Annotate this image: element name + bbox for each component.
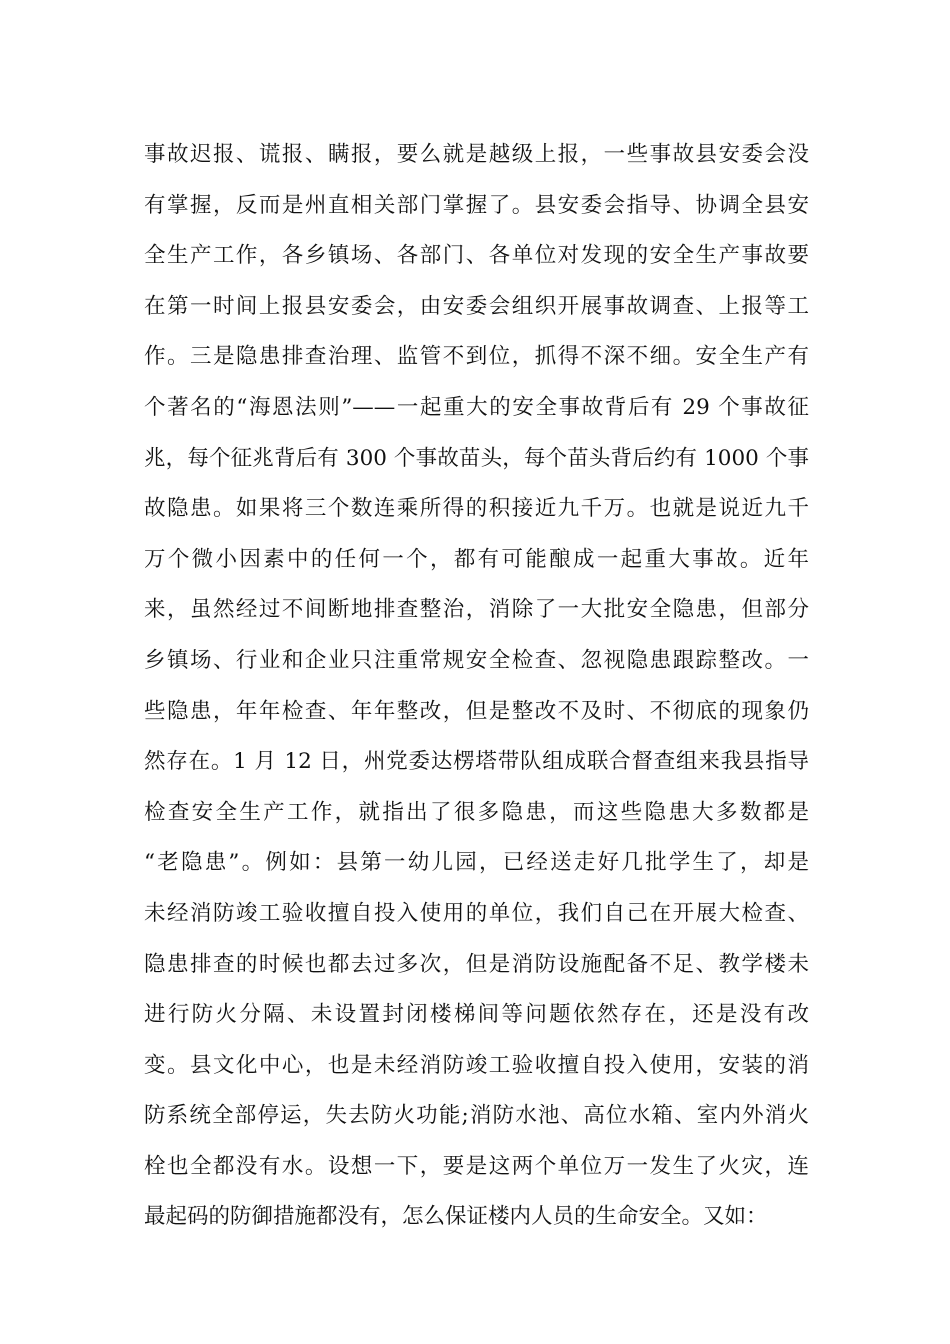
- text-line: 有掌握，反而是州直相关部门掌握了。县安委会指导、协调全县安: [144, 192, 809, 218]
- text-line: 栓也全都没有水。设想一下，要是这两个单位万一发生了火灾，连: [144, 1153, 809, 1179]
- text-line: 事故迟报、谎报、瞒报，要么就是越级上报，一些事故县安委会没: [144, 142, 809, 167]
- text-line: 些隐患，年年检查、年年整改，但是整改不及时、不彻底的现象仍: [144, 698, 809, 724]
- text-line: 进行防火分隔、未设置封闭楼梯间等问题依然存在，还是没有改: [144, 1002, 809, 1028]
- text-line: 然存在。1 月 12 日，州党委达楞塔带队组成联合督查组来我县指导: [144, 749, 809, 775]
- text-line: 在第一时间上报县安委会，由安委会组织开展事故调查、上报等工: [144, 293, 809, 319]
- text-line: “老隐患”。例如：县第一幼儿园，已经送走好几批学生了，却是: [144, 850, 809, 876]
- text-line: 万个微小因素中的任何一个，都有可能酿成一起重大事故。近年: [144, 546, 809, 572]
- text-line: 防系统全部停运，失去防火功能;消防水池、高位水箱、室内外消火: [144, 1103, 809, 1129]
- text-line: 兆，每个征兆背后有 300 个事故苗头，每个苗头背后约有 1000 个事: [144, 445, 809, 471]
- text-line: 乡镇场、行业和企业只注重常规安全检查、忽视隐患跟踪整改。一: [144, 647, 809, 673]
- text-line: 来，虽然经过不间断地排查整治，消除了一大批安全隐患，但部分: [144, 597, 809, 623]
- text-line: 未经消防竣工验收擅自投入使用的单位，我们自己在开展大检查、: [144, 900, 809, 926]
- text-line: 个著名的“海恩法则”——一起重大的安全事故背后有 29 个事故征: [144, 394, 809, 420]
- text-line: 全生产工作，各乡镇场、各部门、各单位对发现的安全生产事故要: [144, 243, 809, 269]
- text-line: 最起码的防御措施都没有，怎么保证楼内人员的生命安全。又如：: [144, 1204, 768, 1230]
- text-line: 故隐患。如果将三个数连乘所得的积接近九千万。也就是说近九千: [144, 496, 809, 522]
- body-text: [144, 130, 809, 1243]
- text-line: 变。县文化中心，也是未经消防竣工验收擅自投入使用，安装的消: [144, 1052, 809, 1078]
- text-line: 作。三是隐患排查治理、监管不到位，抓得不深不细。安全生产有: [144, 344, 809, 370]
- text-line: 检查安全生产工作，就指出了很多隐患，而这些隐患大多数都是: [144, 799, 809, 825]
- text-line: 隐患排查的时候也都去过多次，但是消防设施配备不足、教学楼未: [144, 951, 809, 977]
